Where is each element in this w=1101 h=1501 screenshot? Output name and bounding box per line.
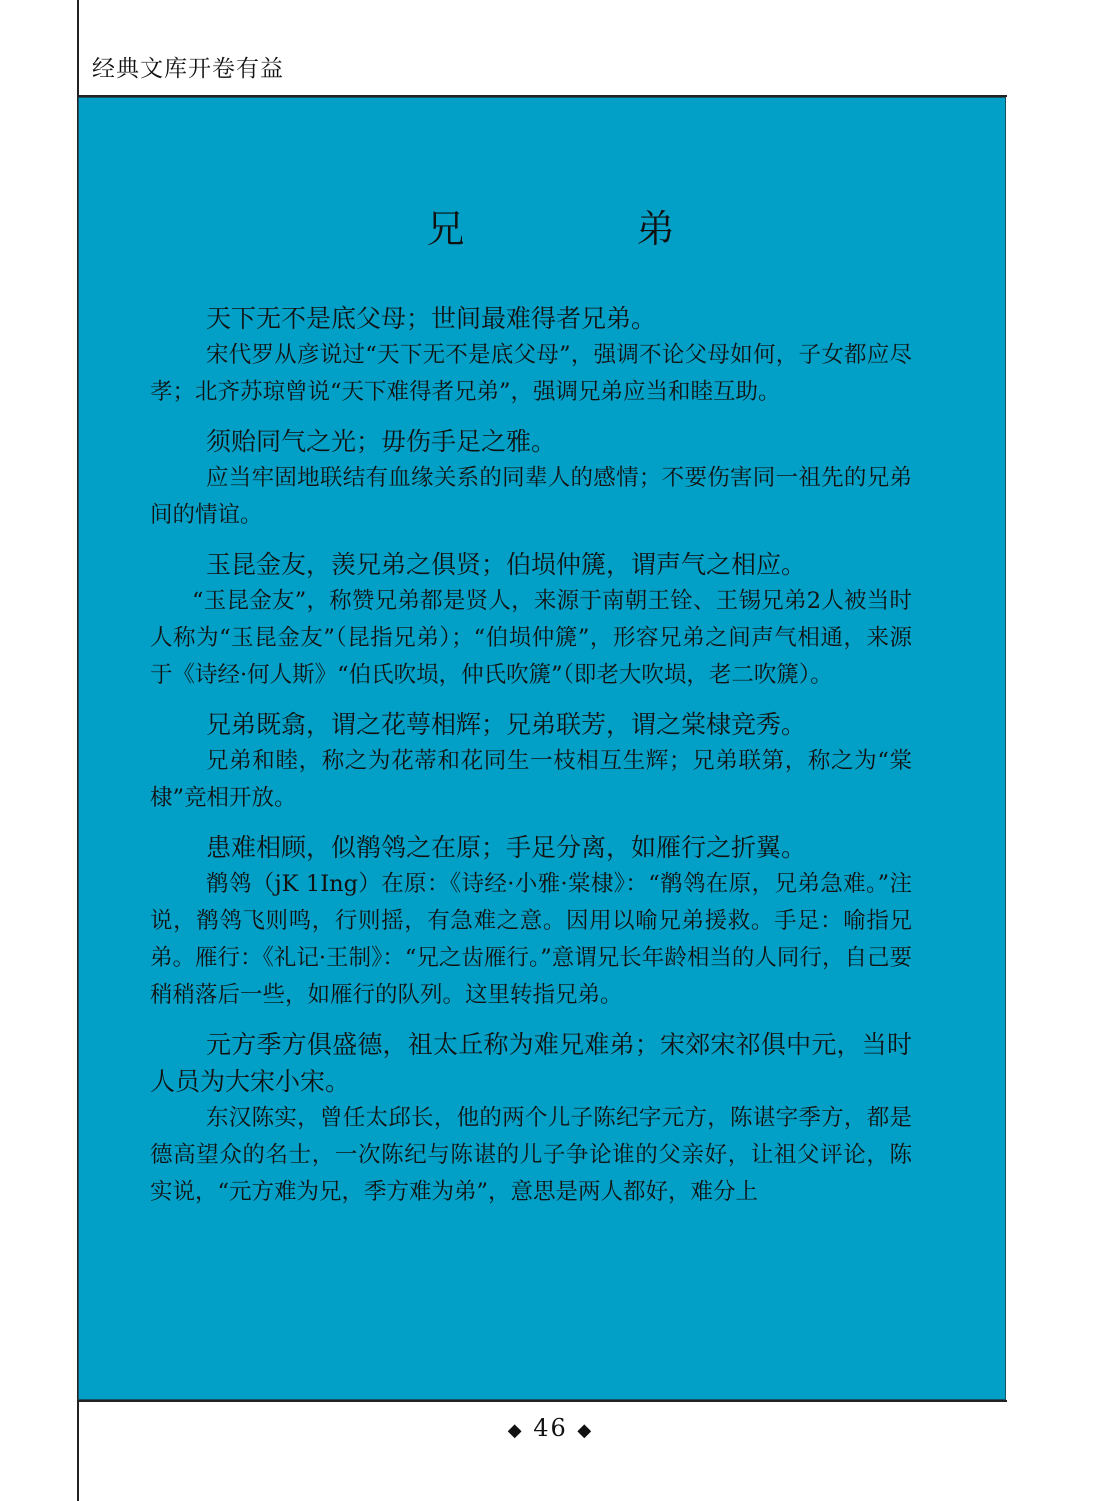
section xyxy=(150,546,912,694)
section-heading: 元方季方俱盛德，祖太丘称为难兄难弟；宋郊宋祁俱中元，当时人员为大宋小宋。 xyxy=(150,1030,912,1096)
section-heading: 天下无不是底父母；世间最难得者兄弟。 xyxy=(206,304,657,333)
section xyxy=(150,706,912,817)
section-heading: 患难相顾，似鹡鸰之在原；手足分离，如雁行之折翼。 xyxy=(206,833,807,862)
section-explanation: 兄弟和睦，称之为花蒂和花同生一枝相互生辉；兄弟联第，称之为“棠棣”竞相开放。 xyxy=(150,748,912,811)
section xyxy=(150,423,912,534)
section xyxy=(150,1026,912,1211)
section-explanation: 东汉陈实，曾任太邱长，他的两个儿子陈纪字元方，陈谌字季方，都是德高望众的名士，一次陈纪与陈谌的儿子争论谁的父亲好，让祖父评论，陈实说，“元方难为兄，季方难为弟”，意思是两人都好，难分上 xyxy=(150,1105,912,1205)
section xyxy=(150,300,912,411)
article-body xyxy=(150,300,912,1223)
page-title: 兄 弟 xyxy=(426,207,755,251)
page-number-block xyxy=(0,1414,1101,1442)
footer-rule xyxy=(78,1400,1007,1402)
section-explanation: 鹡鸰（jK 1Ing）在原：《诗经·小雅·棠棣》：“鹡鸰在原，兄弟急难。”注说，鹡鸰飞则鸣，行则摇，有急难之意。因用以喻兄弟援救。手足：喻指兄弟。雁行：《礼记·王制》：“兄之齿雁行。”意谓兄长年龄相当的人同行，自己要 稍稍落后一些，如雁行的队列。这里转指兄弟。 xyxy=(150,871,912,1008)
section-explanation: 应当牢固地联结有血缘关系的同辈人的感情；不要伤害同一祖先的兄弟间的情谊。 xyxy=(150,465,912,528)
page-number: 46 xyxy=(533,1414,568,1442)
section-heading: 兄弟既翕，谓之花萼相辉；兄弟联芳，谓之棠棣竞秀。 xyxy=(206,710,807,739)
section-heading: 玉昆金友，羡兄弟之俱贤；伯埙仲篪，谓声气之相应。 xyxy=(206,550,807,579)
diamond-icon: ◆ xyxy=(577,1420,594,1441)
running-header: 经典文库开卷有益 xyxy=(92,56,284,82)
section-heading: 须贻同气之光；毋伤手足之雅。 xyxy=(206,427,557,456)
section-explanation: 宋代罗从彦说过“天下无不是底父母”，强调不论父母如何，子女都应尽孝；北齐苏琼曾说“天下难得者兄弟”，强调兄弟应当和睦互助。 xyxy=(150,342,912,405)
section-explanation: “玉昆金友”，称赞兄弟都是贤人，来源于南朝王铨、王锡兄弟2人被当时人称为“玉昆金友”（昆指兄弟）；“伯埙仲篪”，形容兄弟之间声气相通，来源于《诗经·何人斯》“伯氏吹埙，仲氏吹篪”（即老大吹埙，老二吹篪）。 xyxy=(150,588,912,688)
section xyxy=(150,829,912,1014)
diamond-icon: ◆ xyxy=(507,1420,524,1441)
